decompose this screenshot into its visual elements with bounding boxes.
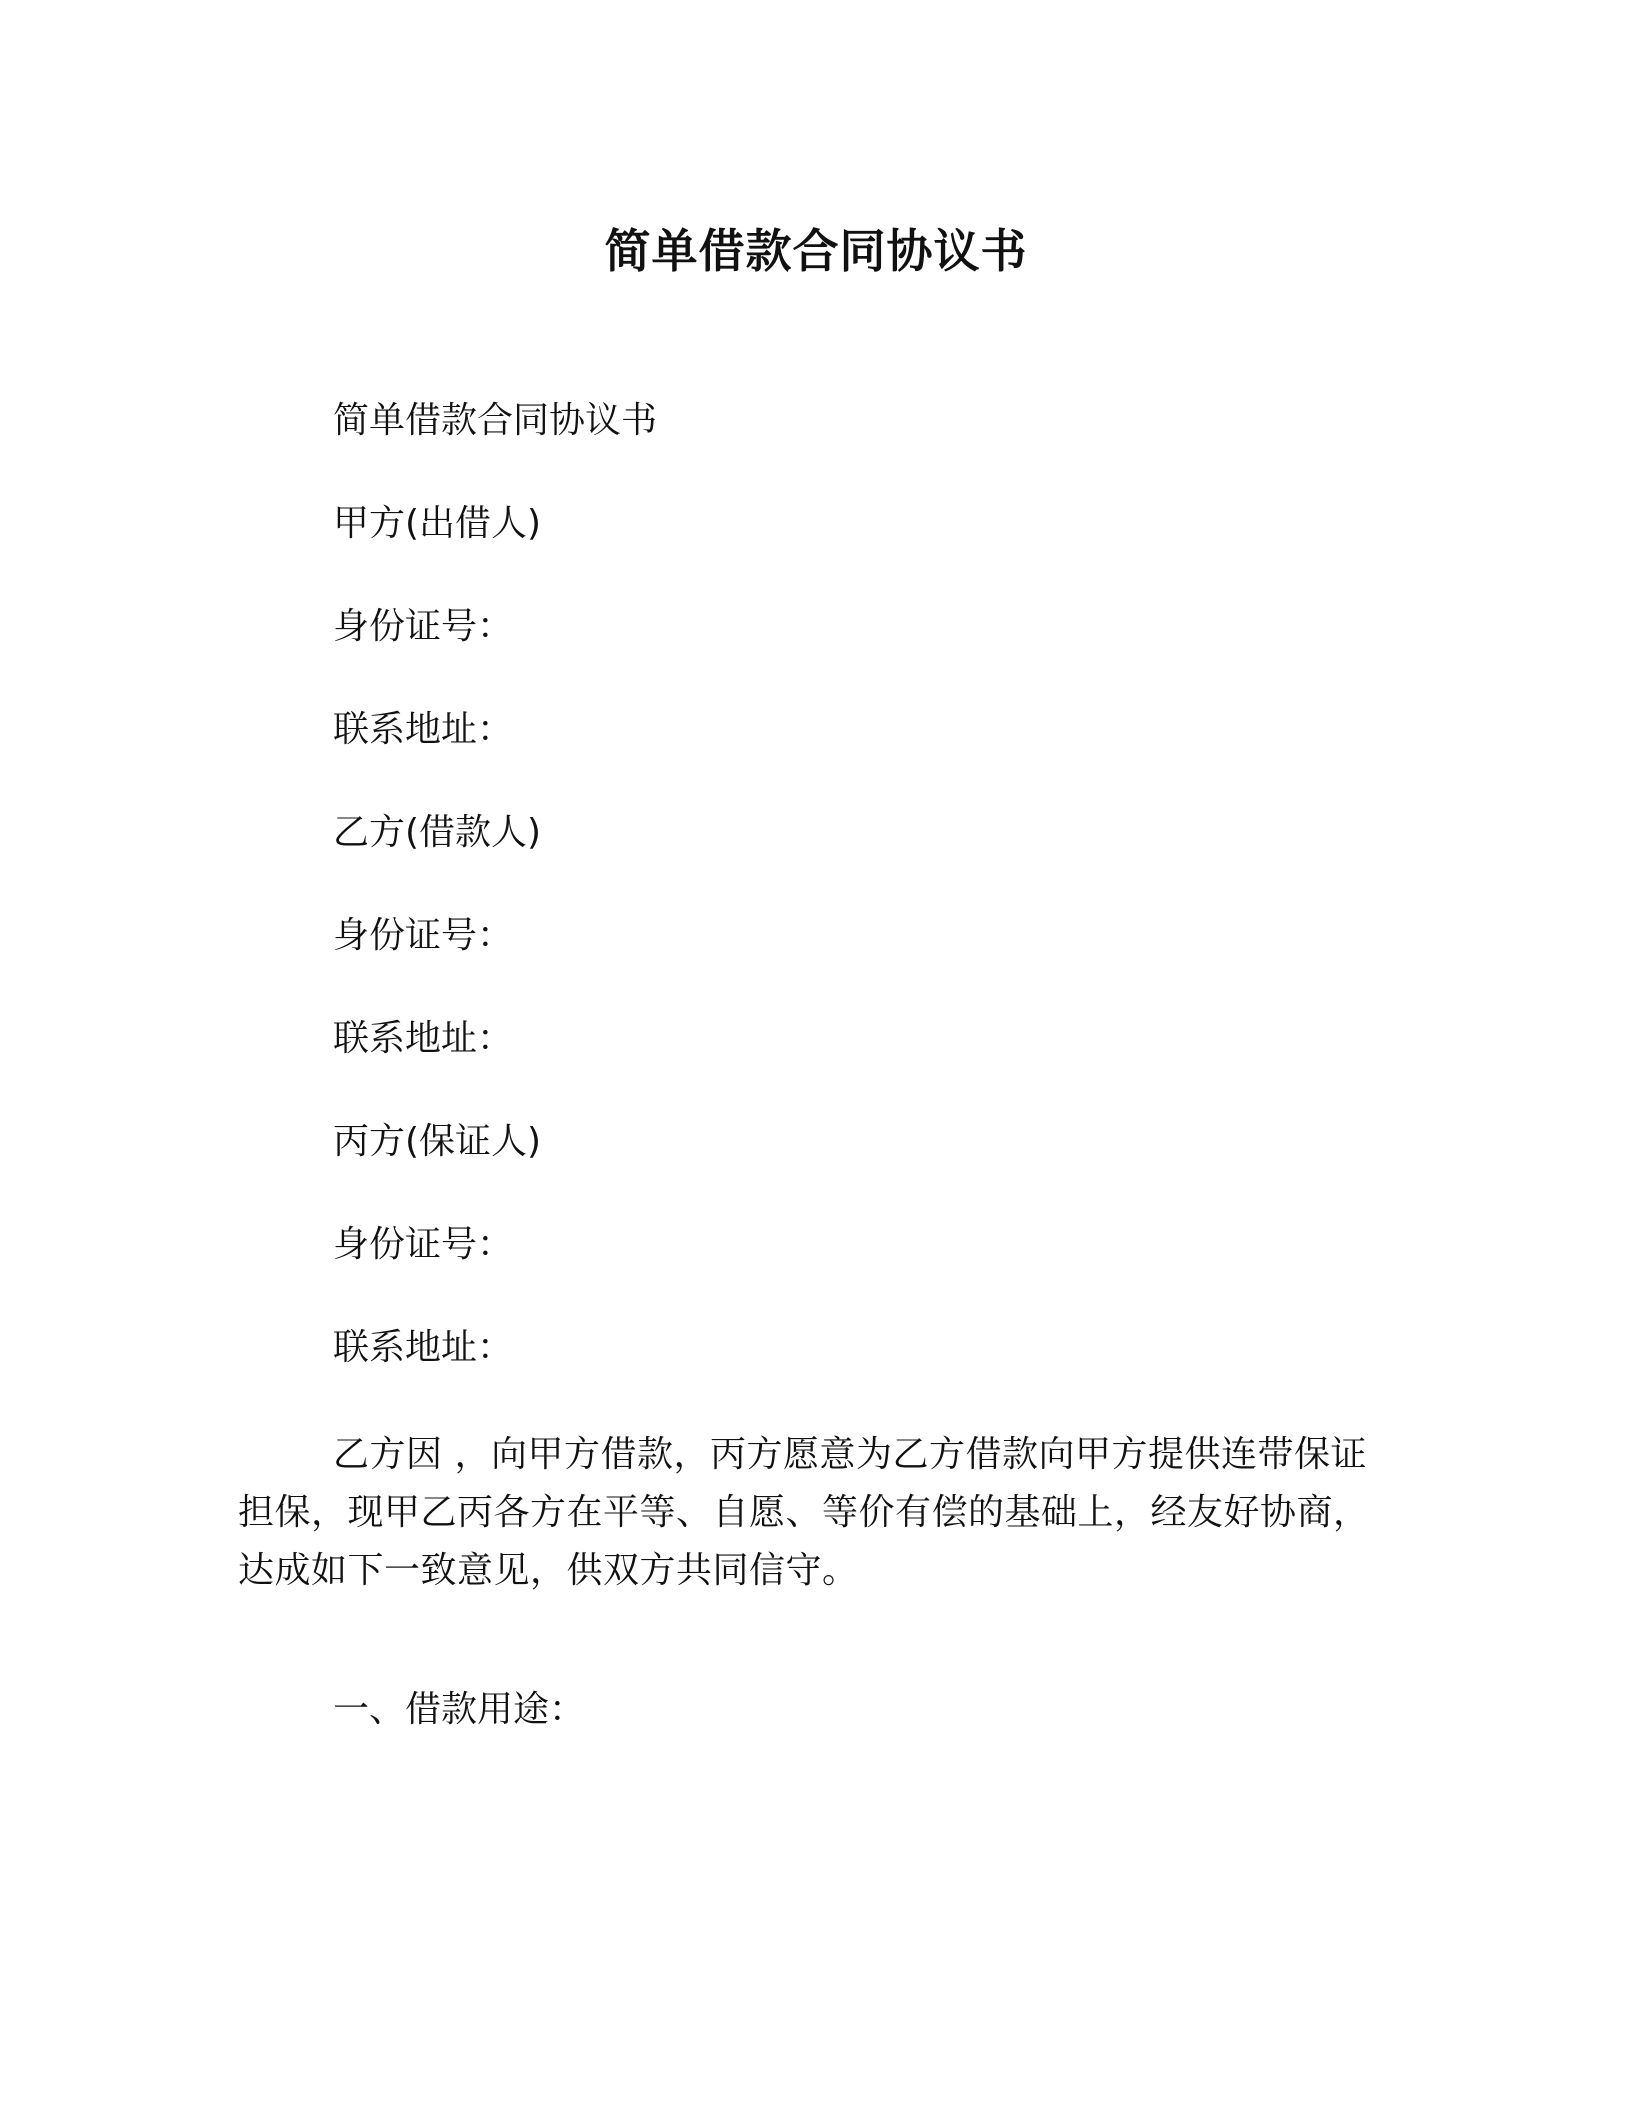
guarantor-address-label: 联系地址： [333,1327,514,1368]
lender-address-label: 联系地址： [333,709,514,750]
document-title: 简单借款合同协议书 [604,224,1028,278]
borrower-id-label: 身份证号： [333,915,514,956]
intro-paragraph-line: 担保，现甲乙丙各方在平等、自愿、等价有偿的基础上，经友好协商， [238,1492,1370,1533]
intro-paragraph-line: 达成如下一致意见，供双方共同信守。 [238,1550,859,1591]
guarantor-label: 丙方(保证人) [333,1121,542,1162]
borrower-label: 乙方(借款人) [333,812,542,853]
intro-paragraph [238,1426,1398,1600]
intro-paragraph-line: 乙方因 ，向甲方借款，丙方愿意为乙方借款向甲方提供连带保证 [333,1434,1367,1475]
guarantor-id-label: 身份证号： [333,1224,514,1265]
lender-label: 甲方(出借人) [333,503,542,544]
section-heading-loan-purpose: 一、借款用途： [333,1689,586,1730]
borrower-address-label: 联系地址： [333,1018,514,1059]
lender-id-label: 身份证号： [333,606,514,647]
subtitle-line: 简单借款合同协议书 [333,400,658,441]
